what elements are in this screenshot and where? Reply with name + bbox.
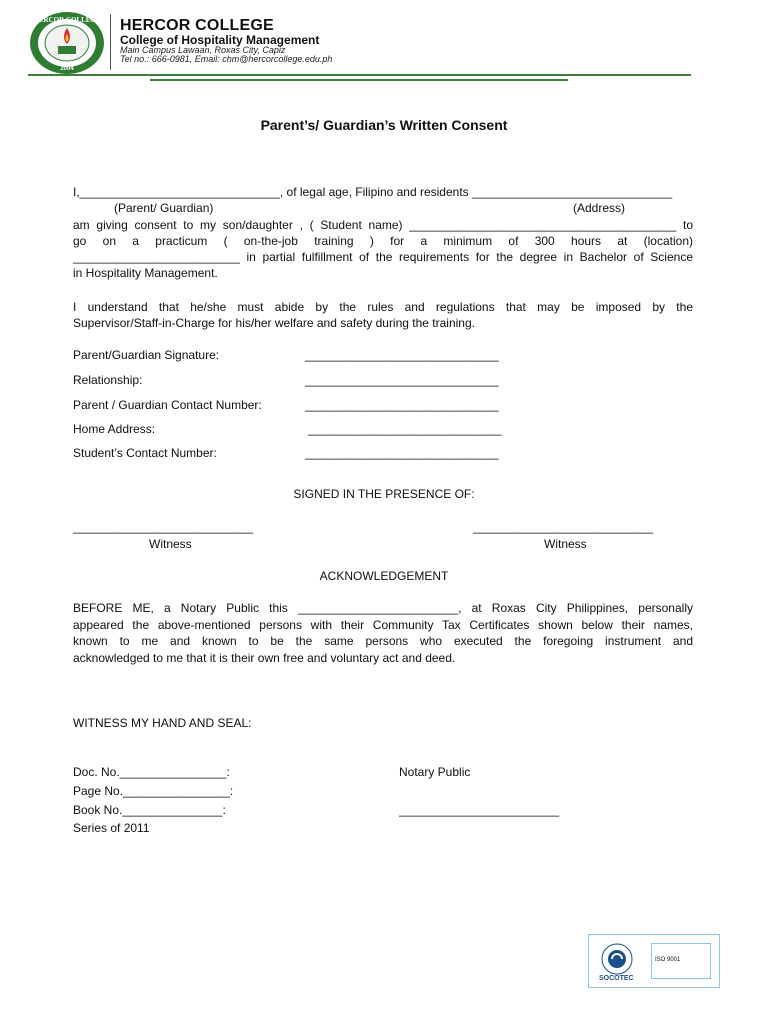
witness-right-label: Witness xyxy=(544,537,587,551)
acknowledgement-heading: ACKNOWLEDGEMENT xyxy=(319,569,449,583)
iso-label: ISO 9001 xyxy=(655,957,681,963)
header-rule-bottom xyxy=(150,79,568,81)
document-title: Parent’s/ Guardian’s Written Consent xyxy=(260,117,508,133)
header-divider xyxy=(110,14,111,70)
witness-hand-seal: WITNESS MY HAND AND SEAL: xyxy=(73,716,252,730)
notary-signature-blank: ________________________ xyxy=(399,803,560,817)
header-rule-top xyxy=(28,74,691,76)
field-label-contact-number: Parent / Guardian Contact Number: xyxy=(73,398,262,412)
witness-left-blank: ___________________________ xyxy=(73,520,254,534)
understanding-line-1: I understand that he/she must abide by the rules and regulations that may be imposed by the xyxy=(73,300,693,314)
parent-guardian-caption: (Parent/ Guardian) xyxy=(114,201,214,215)
consent-line-1: I,______________________________, of legal age, Filipino and residents ______________________________ xyxy=(73,185,673,199)
college-department: College of Hospitality Management xyxy=(120,33,320,47)
field-blank-signature: _____________________________ xyxy=(305,348,499,362)
seal-logo-text: HERCOR COLLEGE xyxy=(33,16,101,24)
field-blank-contact-number: _____________________________ xyxy=(305,398,499,412)
college-contact: Tel no.: 666-0981, Email: chm@hercorcollege.edu.ph xyxy=(120,54,333,64)
iso-certification-badge xyxy=(588,934,720,988)
field-blank-student-contact: _____________________________ xyxy=(305,446,499,460)
page-number: Page No.________________: xyxy=(73,784,234,798)
field-label-signature: Parent/Guardian Signature: xyxy=(73,348,220,362)
doc-number: Doc. No.________________: xyxy=(73,765,230,779)
college-address: Main Campus Lawaan, Roxas City, Capiz xyxy=(120,45,286,55)
field-blank-home-address: _____________________________ xyxy=(308,422,502,436)
address-caption: (Address) xyxy=(573,201,626,215)
book-number: Book No._______________: xyxy=(73,803,226,817)
acknowledgement-line-1: BEFORE ME, a Notary Public this ________________________, at Roxas City Philippines, personally xyxy=(73,601,693,615)
field-label-relationship: Relationship: xyxy=(73,373,143,387)
field-label-home-address: Home Address: xyxy=(73,422,156,436)
series-year: Series of 2011 xyxy=(73,821,150,835)
hercor-college-seal-logo xyxy=(28,10,106,76)
consent-line-6: in Hospitality Management. xyxy=(73,266,218,280)
consent-line-3: am giving consent to my son/daughter , ( Student name) ________________________________________ to xyxy=(73,218,693,232)
acknowledgement-line-4: acknowledged to me that it is their own free and voluntary act and deed. xyxy=(73,651,456,665)
acknowledgement-line-2: appeared the above-mentioned persons with their Community Tax Certificates shown below their names, xyxy=(73,618,693,632)
consent-line-4: go on a practicum ( on-the-job training ) for a minimum of 300 hours at (location) xyxy=(73,234,693,248)
college-name: HERCOR COLLEGE xyxy=(120,17,274,34)
notary-public-label: Notary Public xyxy=(399,765,471,779)
understanding-line-2: Supervisor/Staff-in-Charge for his/her welfare and safety during the training. xyxy=(73,316,475,330)
signed-presence-heading: SIGNED IN THE PRESENCE OF: xyxy=(293,487,475,501)
consent-line-5: _________________________ in partial fulfillment of the requirements for the degree in Bachelor of Science xyxy=(73,250,693,264)
acknowledgement-line-3: known to me and known to be the same persons who executed the foregoing instrument and xyxy=(73,634,693,648)
socotec-name: SOCOTEC xyxy=(599,975,634,982)
witness-left-label: Witness xyxy=(149,537,192,551)
witness-right-blank: ___________________________ xyxy=(473,520,654,534)
field-blank-relationship: _____________________________ xyxy=(305,373,499,387)
field-label-student-contact: Student’s Contact Number: xyxy=(73,446,217,460)
seal-logo-year: 2004 xyxy=(60,66,74,72)
